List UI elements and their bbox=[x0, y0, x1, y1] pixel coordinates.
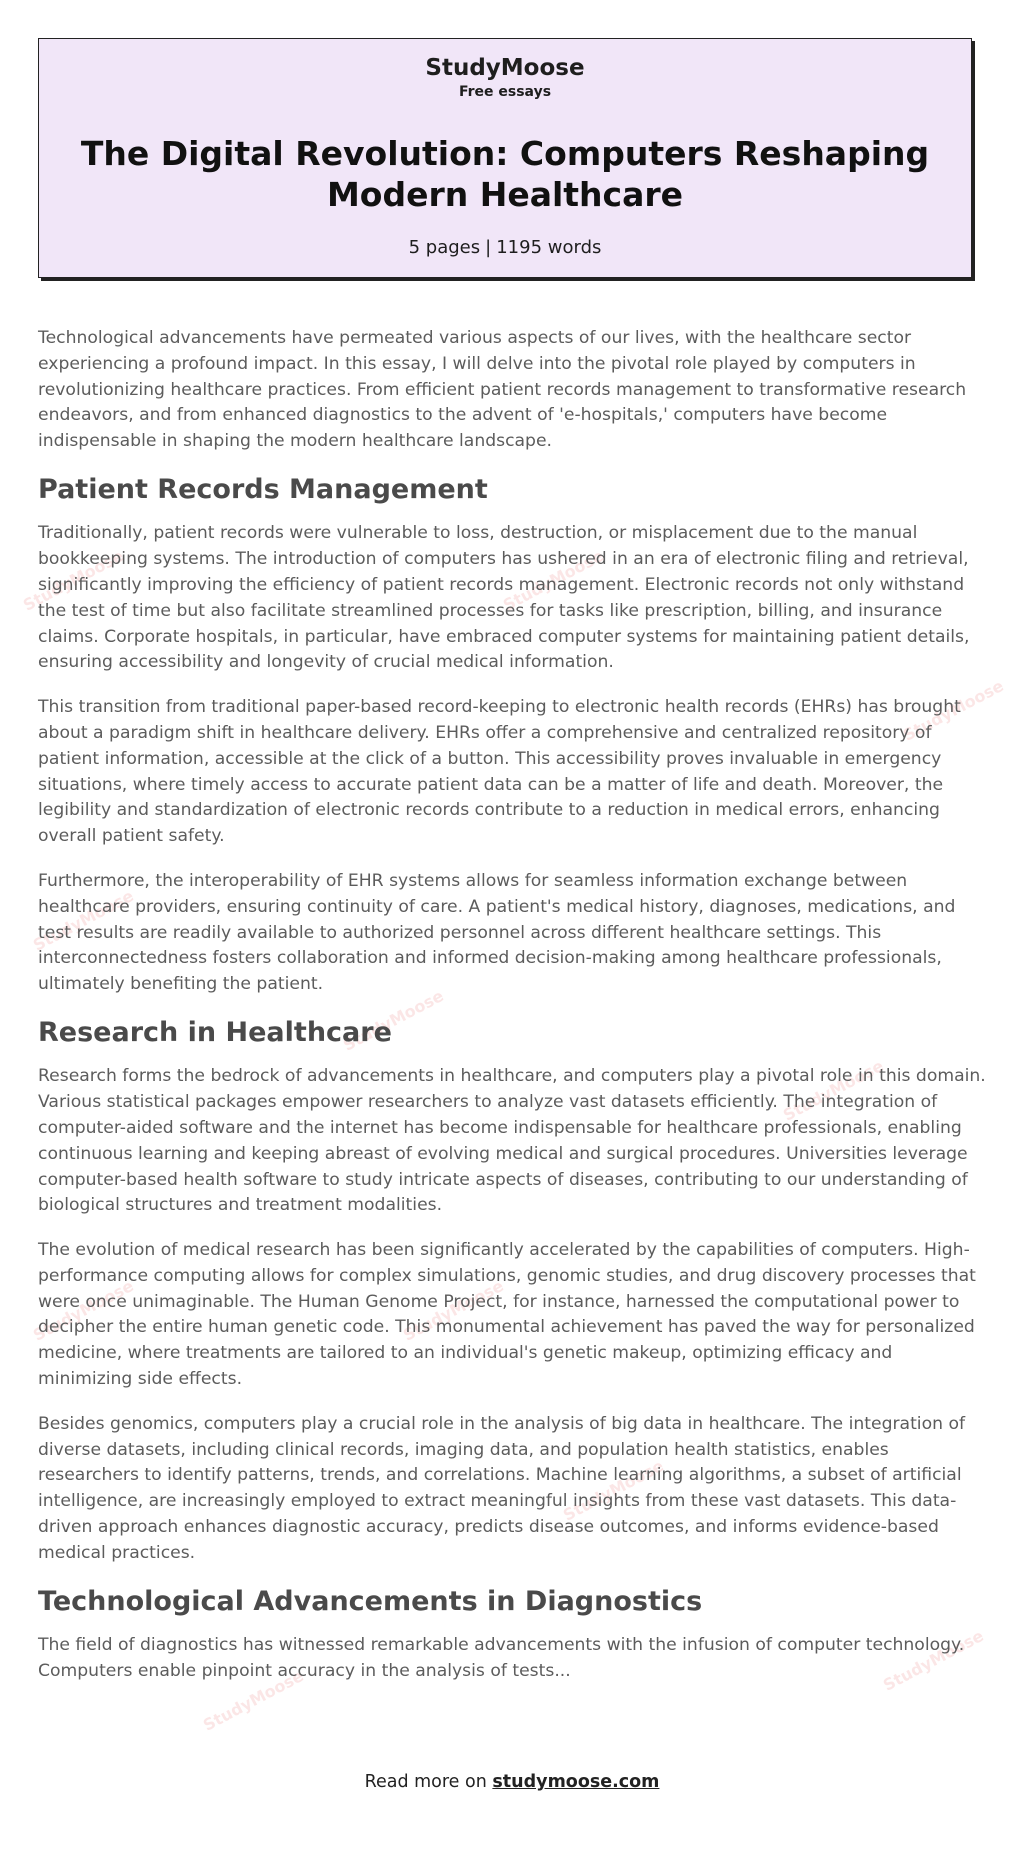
section-paragraph: The evolution of medical research has been significantly accelerated by the capabilities of computers. High-performance computing allows for complex simulations, genomic studies, and drug discovery processes that were once unimaginable. The Human Genome Project, for instance, harnessed the computational power to decipher the entire human genetic code. This monumental achievement has paved the way for personalized medicine, where treatments are tailored to an individual's genetic makeup, optimizing efficacy and minimizing side effects. bbox=[38, 1240, 976, 1390]
watermark: StudyMoose bbox=[30, 886, 137, 955]
watermark: StudyMoose bbox=[500, 546, 607, 615]
watermark: StudyMoose bbox=[340, 986, 447, 1055]
section-paragraph: Furthermore, the interoperability of EHR systems allows for seamless information exchange between healthcare providers, ensuring continuity of care. A patient's medical history, diagnoses, medications, and test results are readily available to authorized personnel across different healthcare settings. This interconnectedness fosters collaboration and informed decision-making among healthcare professionals, ultimately benefiting the patient. bbox=[38, 870, 956, 995]
essay-body bbox=[38, 326, 986, 1685]
section-paragraph: The field of diagnostics has witnessed remarkable advancements with the infusion of computer technology. Computers enable pinpoint accuracy in the analysis of tests... bbox=[38, 1635, 965, 1681]
meta-separator: | bbox=[485, 237, 492, 259]
essay-meta bbox=[39, 237, 971, 258]
section-paragraph: Traditionally, patient records were vulnerable to loss, destruction, or misplacement due to the manual bookkeeping systems. The introduction of computers has ushered in an era of electronic filing and retrieval, significantly improving the efficiency of patient records management. Electronic records not only withstand the test of time but also facilitate streamlined processes for tasks like prescription, billing, and insurance claims. Corporate hospitals, in particular, have embraced computer systems for maintaining patient details, ensuring accessibility and longevity of crucial medical information. bbox=[38, 523, 970, 673]
watermark: StudyMoose bbox=[780, 1056, 887, 1125]
essay-page bbox=[0, 38, 1024, 1685]
watermark: StudyMoose bbox=[20, 546, 127, 615]
watermark: StudyMoose bbox=[400, 1276, 507, 1345]
essay-header bbox=[38, 38, 972, 278]
page-title: The Digital Revolution: Computers Reshaping Modern Healthcare bbox=[80, 133, 930, 214]
section-heading: Research in Healthcare bbox=[38, 1016, 392, 1048]
watermark: StudyMoose bbox=[560, 1456, 667, 1525]
watermark: StudyMoose bbox=[880, 1626, 987, 1695]
section-paragraph: Research forms the bedrock of advancements in healthcare, and computers play a pivotal role in this domain. Various statistical packages empower researchers to analyze vast datasets efficiently. The integration of computer-aided software and the internet has become indispensable for healthcare professionals, enabling continuous learning and keeping abreast of evolving medical and surgical procedures. Universities leverage computer-based health software to study intricate aspects of diseases, contributing to our understanding of biological structures and treatment modalities. bbox=[38, 1066, 986, 1216]
section-paragraph: This transition from traditional paper-based record-keeping to electronic health records (EHRs) has brought about a paradigm shift in healthcare delivery. EHRs offer a comprehensive and centralized repository of patient information, accessible at the click of a button. This accessibility proves invaluable in emergency situations, where timely access to accurate patient data can be a matter of life and death. Moreover, the legibility and standardization of electronic records contribute to a reduction in medical errors, enhancing overall patient safety. bbox=[38, 697, 961, 847]
brand-name: StudyMoose bbox=[425, 55, 585, 81]
watermark: StudyMoose bbox=[30, 1276, 137, 1345]
watermark: StudyMoose bbox=[900, 676, 1007, 745]
watermark: StudyMoose bbox=[200, 1666, 307, 1735]
read-more-label: Read more on bbox=[364, 1772, 487, 1792]
brand-tagline: Free essays bbox=[458, 83, 552, 100]
read-more-footer bbox=[0, 1772, 1024, 1792]
section-heading: Technological Advancements in Diagnostics bbox=[38, 1585, 703, 1617]
intro-paragraph: Technological advancements have permeated various aspects of our lives, with the healthcare sector experiencing a profound impact. In this essay, I will delve into the pivotal role played by computers in revolutionizing healthcare practices. From efficient patient records management to transformative research endeavors, and from enhanced diagnostics to the advent of 'e-hospitals,' computers have become indispensable in shaping the modern healthcare landscape. bbox=[38, 328, 967, 452]
page-count: 5 pages bbox=[408, 237, 481, 259]
word-count: 1195 words bbox=[496, 237, 602, 259]
section-heading: Patient Records Management bbox=[38, 473, 488, 505]
section-paragraph: Besides genomics, computers play a crucial role in the analysis of big data in healthcare. The integration of diverse datasets, including clinical records, imaging data, and population health statistics, enables researchers to identify patterns, trends, and correlations. Machine learning algorithms, a subset of artificial intelligence, are increasingly employed to extract meaningful insights from these vast datasets. This data-driven approach enhances diagnostic accuracy, predicts disease outcomes, and informs evidence-based medical practices. bbox=[38, 1413, 966, 1563]
studymoose-link[interactable]: studymoose.com bbox=[492, 1772, 660, 1792]
